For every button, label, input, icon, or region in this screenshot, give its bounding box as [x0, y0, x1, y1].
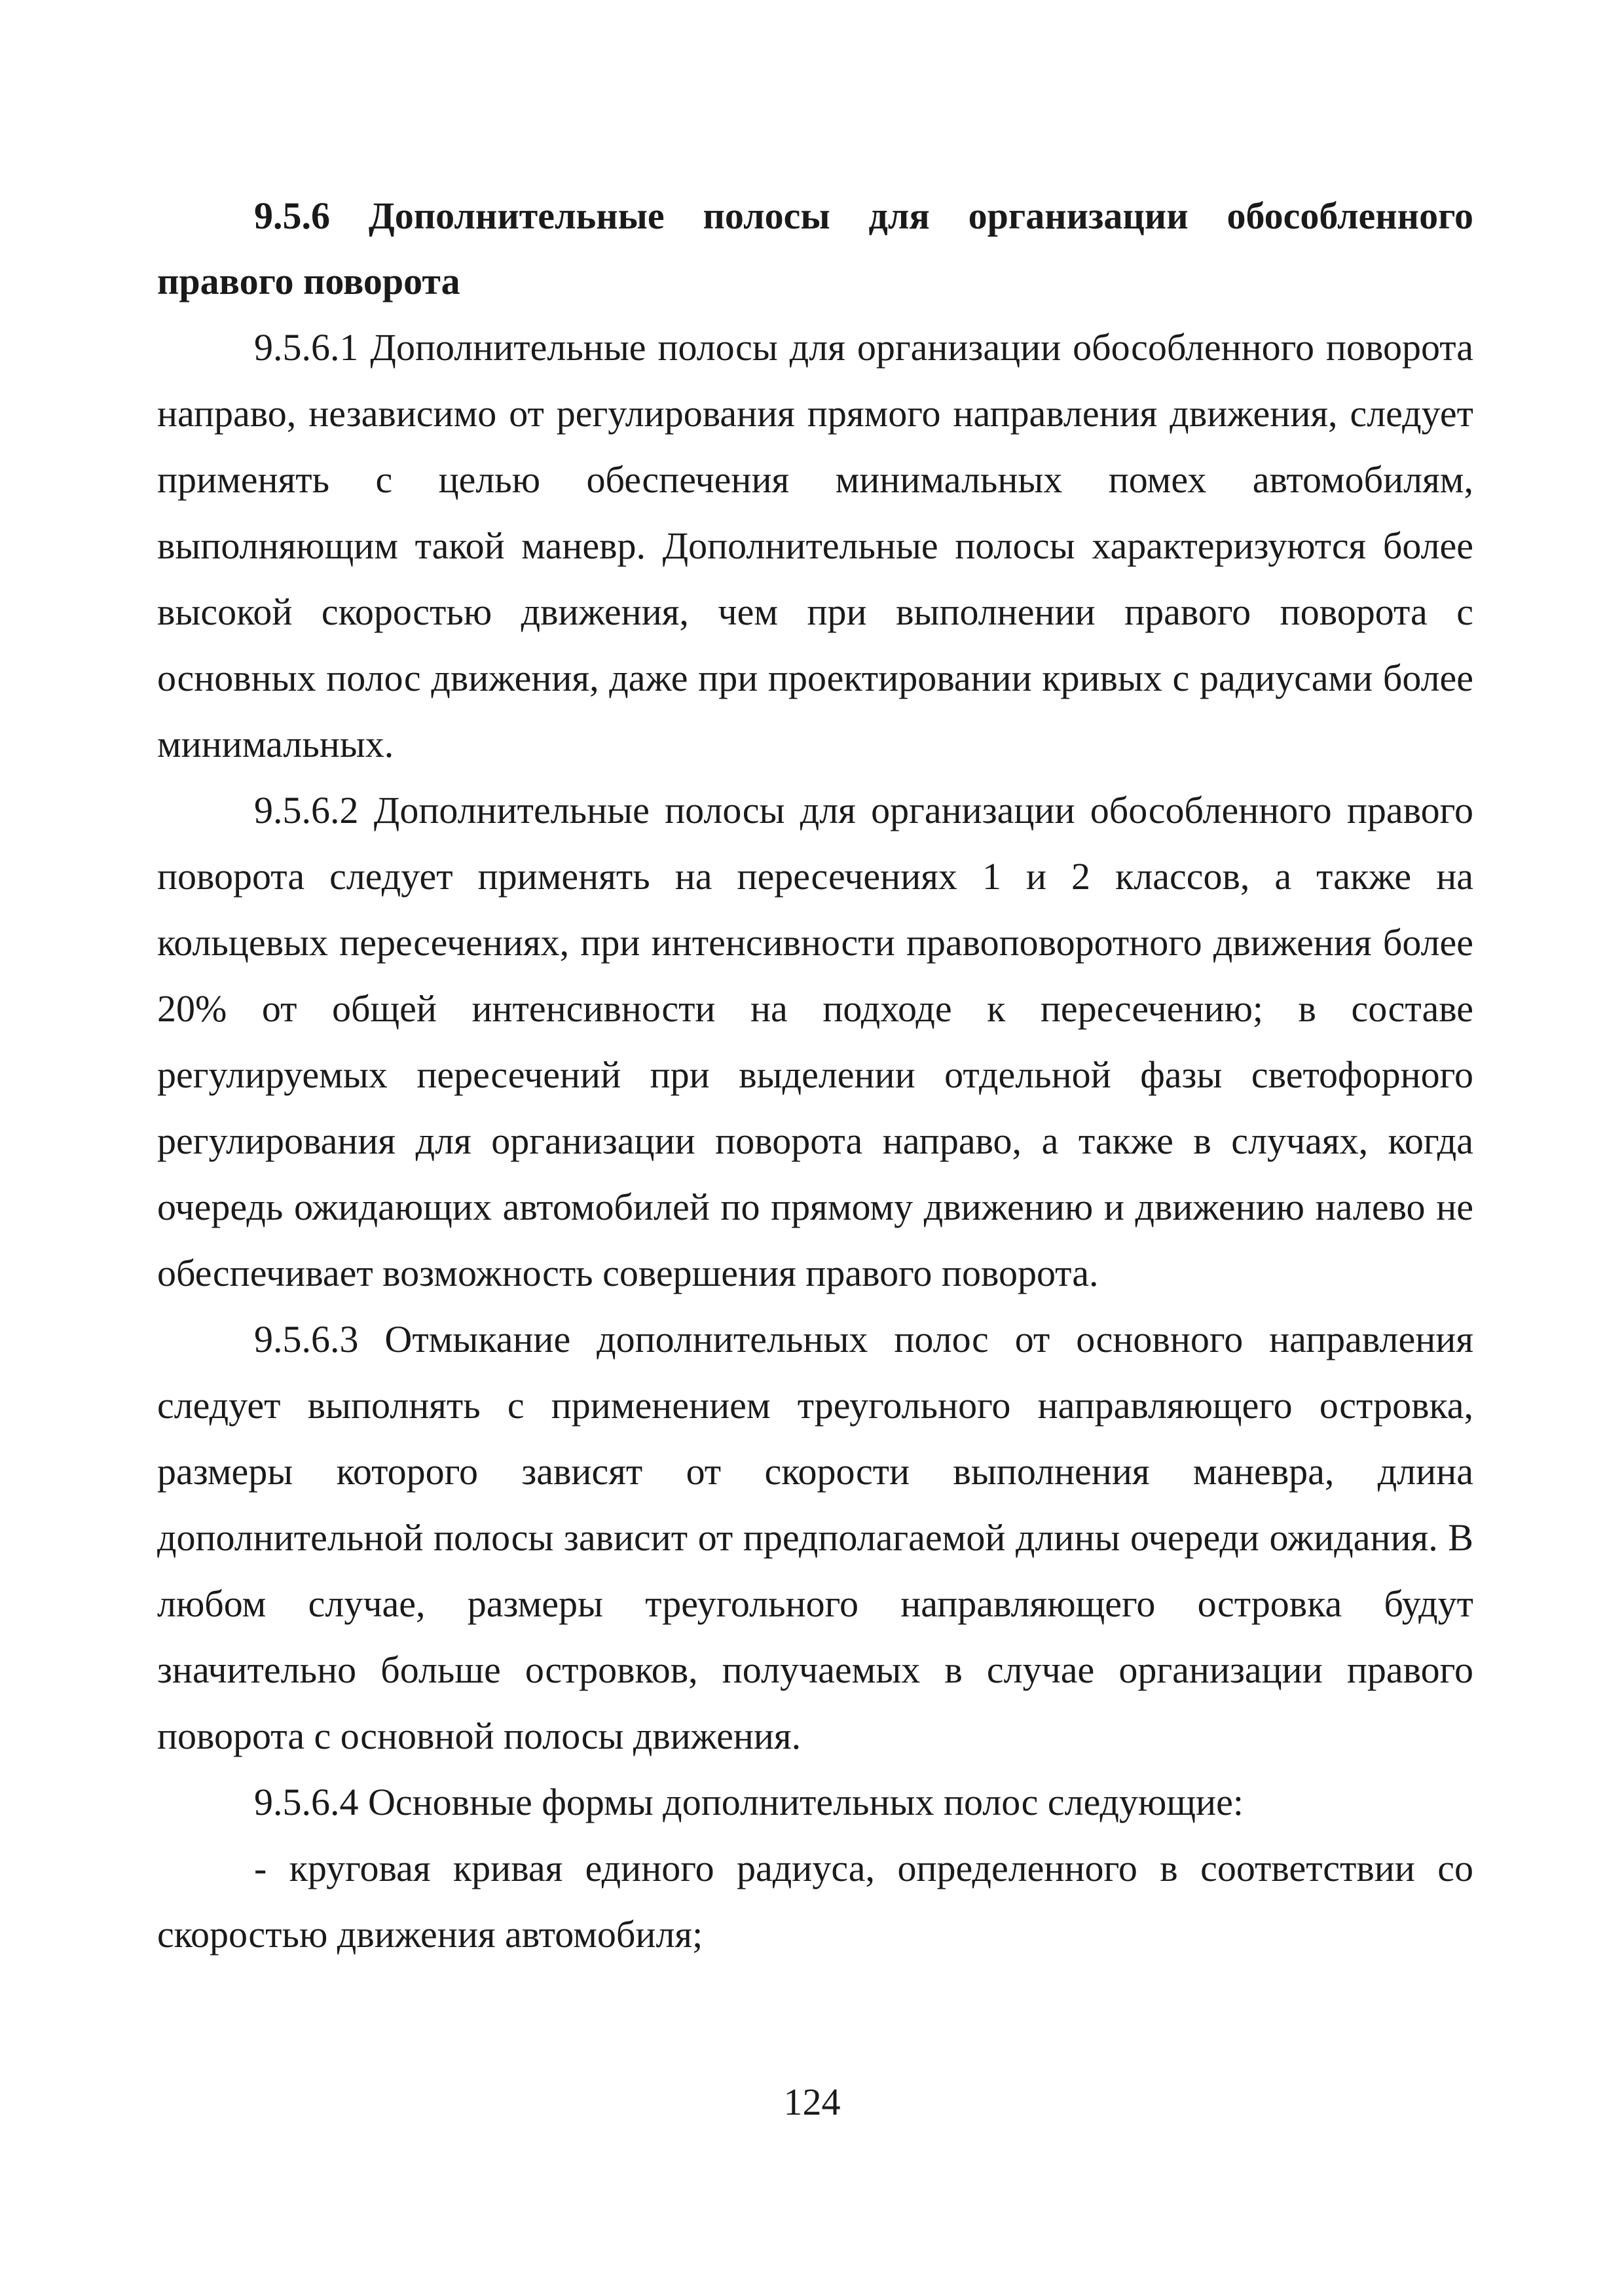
paragraph-9-5-6-1: 9.5.6.1 Дополнительные полосы для организации обособленного поворота направо, независимо от регулирования прямого направления движения, следует применять с целью обеспечения минимальных помех автомобилям, выполняющим такой маневр. Дополнительные полосы характеризуются более высокой скоростью движения, чем при выполнении правого поворота с основных полос движения, даже при проектировании кривых с радиусами более минимальных. — [157, 326, 1473, 765]
paragraph-9-5-6-4: 9.5.6.4 Основные формы дополнительных полос следующие: — [254, 1781, 1244, 1823]
paragraph-9-5-6-2: 9.5.6.2 Дополнительные полосы для организации обособленного правого поворота следует применять на пересечениях 1 и 2 классов, а также на кольцевых пересечениях, при интенсивности правоповоротного движения более 20% от общей интенсивности на подходе к пересечению; в составе регулируемых пересечений при выделении отдельной фазы светофорного регулирования для организации поворота направо, а также в случаях, когда очередь ожидающих автомобилей по прямому движению и движению налево не обеспечивает возможность совершения правого поворота. — [157, 789, 1473, 1294]
page-number: 124 — [783, 2081, 841, 2123]
section-heading: 9.5.6 Дополнительные полосы для организации обособленного правого поворота — [157, 194, 1473, 302]
document-page — [157, 183, 1473, 1967]
paragraph-9-5-6-3: 9.5.6.3 Отмыкание дополнительных полос от основного направления следует выполнять с применением треугольного направляющего островка, размеры которого зависят от скорости выполнения маневра, длина дополнительной полосы зависит от предполагаемой длины очереди ожидания. В любом случае, размеры треугольного направляющего островка будут значительно больше островков, получаемых в случае организации правого поворота с основной полосы движения. — [157, 1318, 1473, 1757]
list-item-circular-curve: - круговая кривая единого радиуса, определенного в соответствии со скоростью движения автомобиля; — [157, 1847, 1473, 1956]
